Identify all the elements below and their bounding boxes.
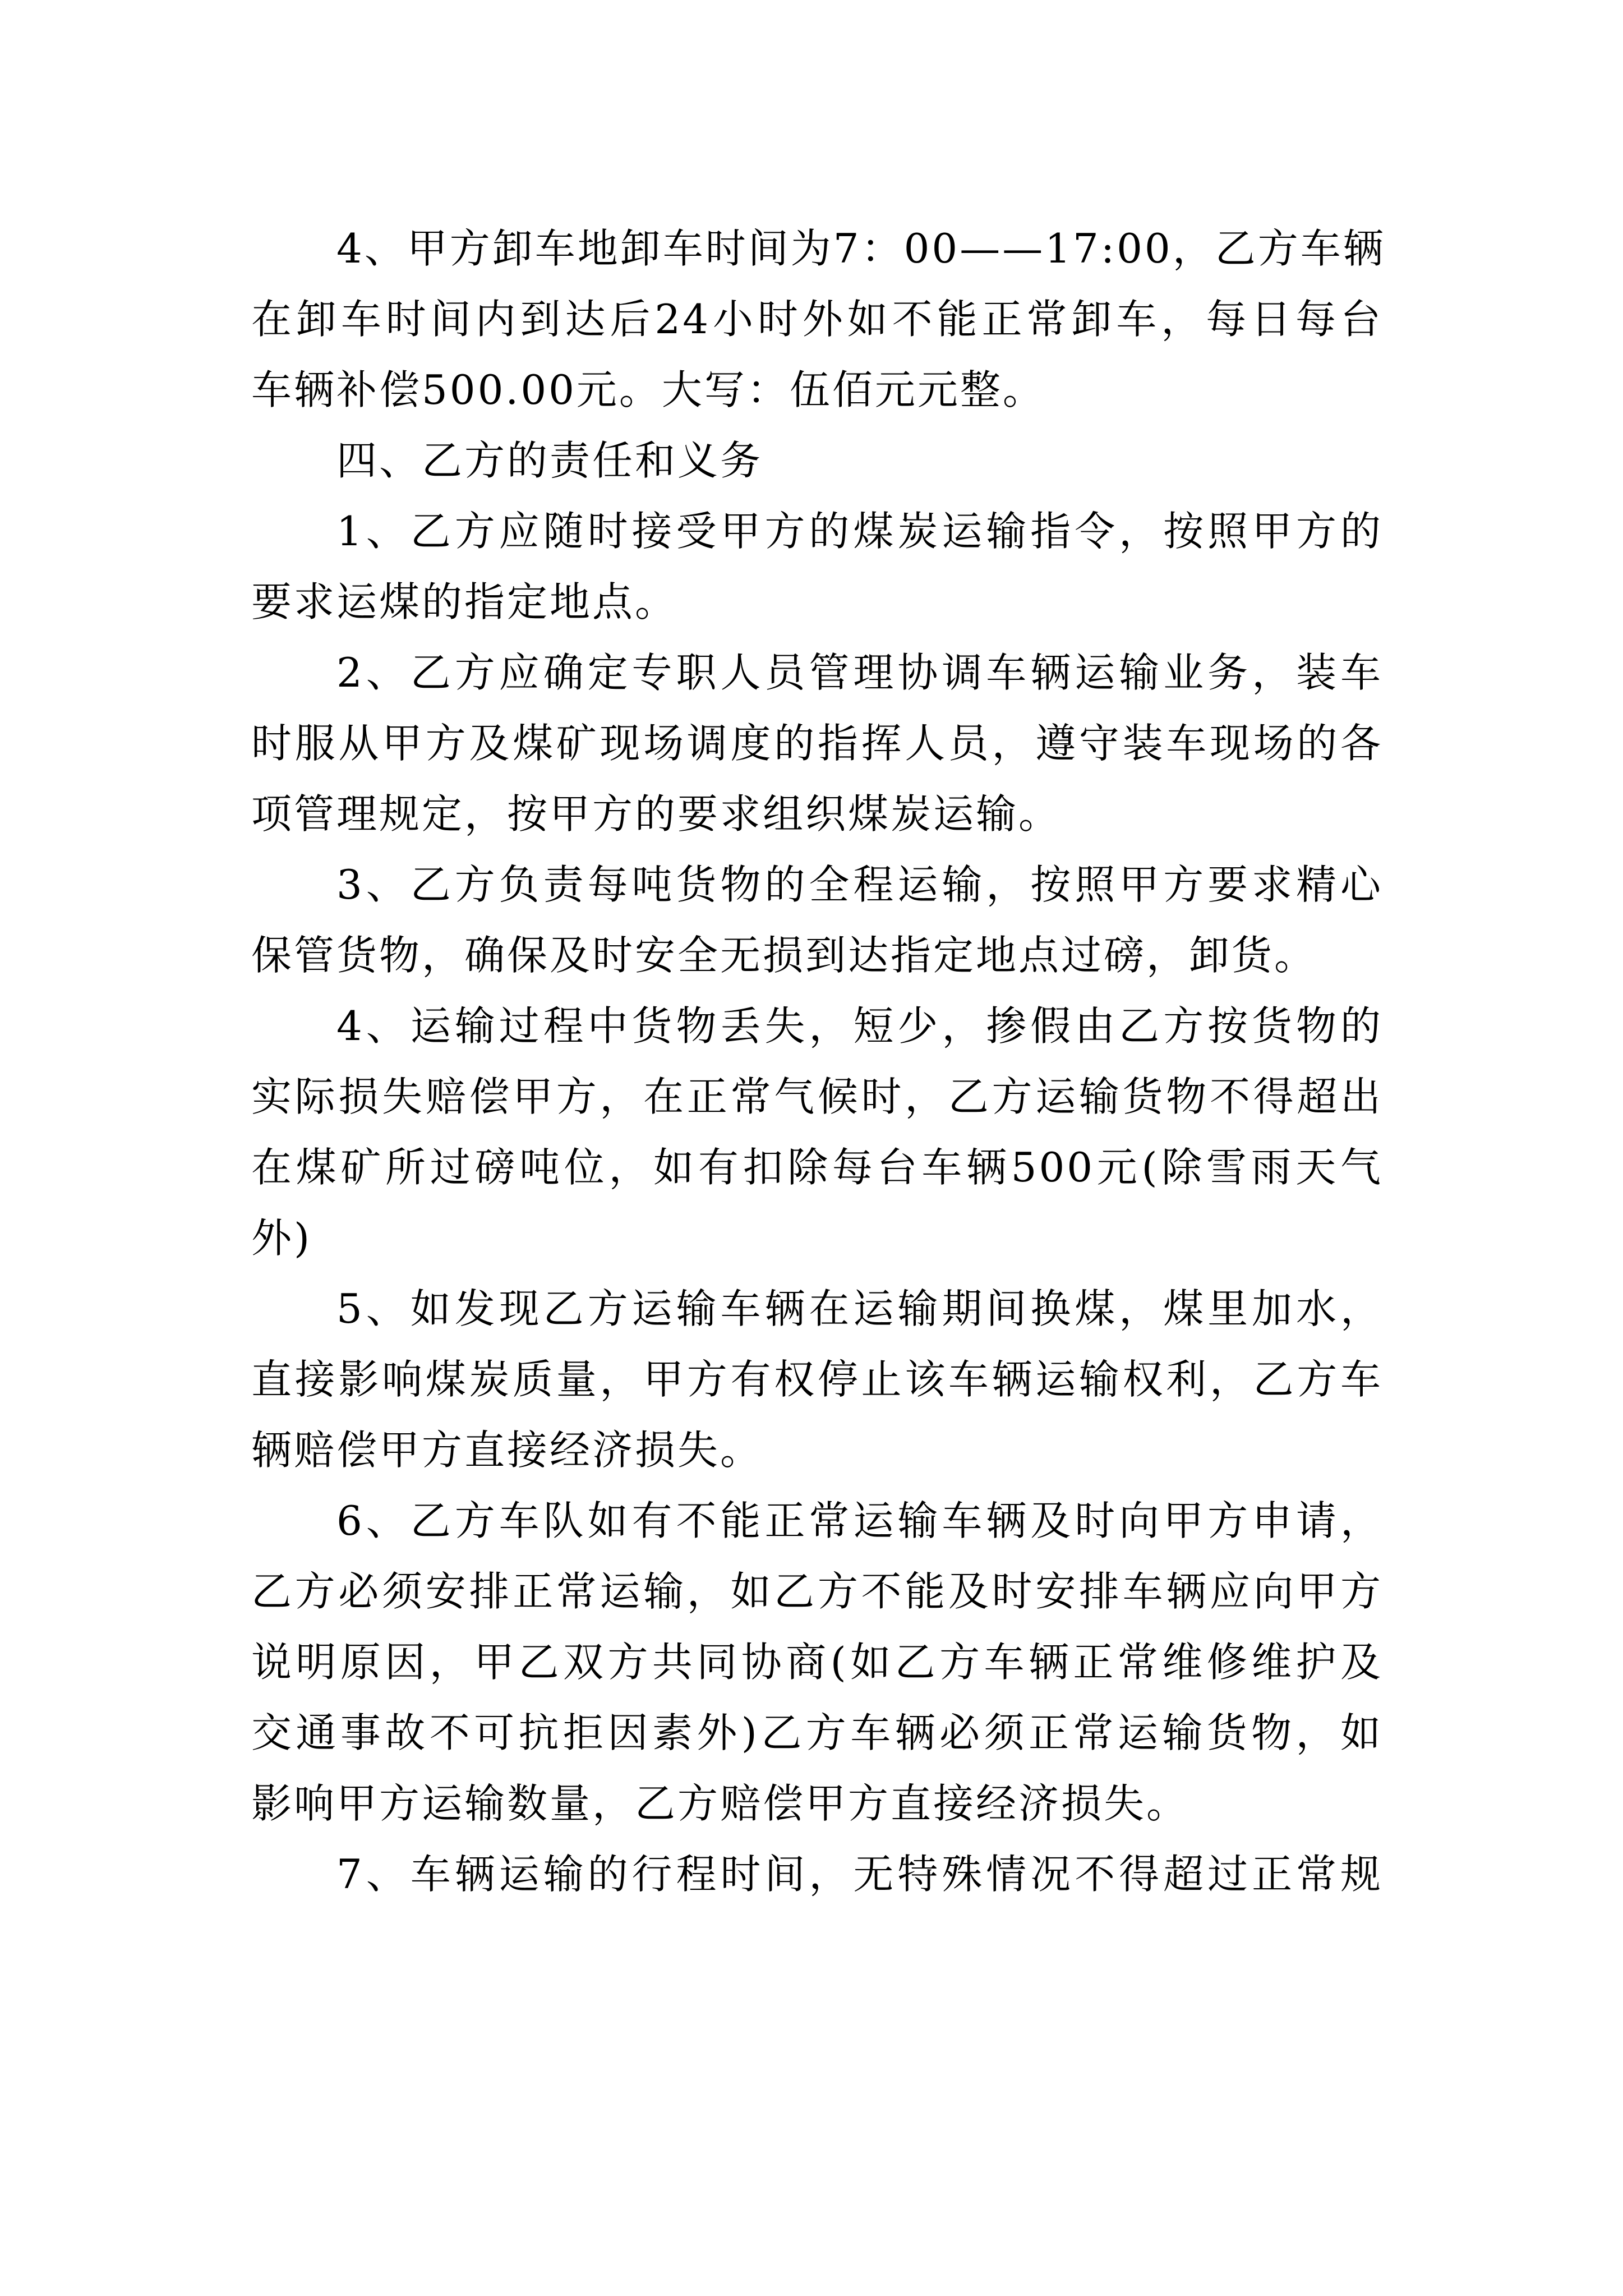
paragraph-unload-time <box>251 213 1386 425</box>
document-body <box>251 213 1386 1910</box>
text-line: 4、运输过程中货物丢失，短少，掺假由乙方按货物的 <box>336 1002 1383 1050</box>
paragraph-item-5 <box>251 1273 1383 1485</box>
text-line: 5、如发现乙方运输车辆在运输期间换煤，煤里加水， <box>336 1285 1383 1332</box>
paragraph-item-3 <box>251 849 1383 991</box>
text-line: 1、乙方应随时接受甲方的煤炭运输指令，按照甲方的 <box>336 508 1383 555</box>
text-line: 实际损失赔偿甲方，在正常气候时，乙方运输货物不得超出 <box>251 1073 1383 1120</box>
text-line: 6、乙方车队如有不能正常运输车辆及时向甲方申请， <box>336 1497 1383 1544</box>
text-line: 在卸车时间内到达后24小时外如不能正常卸车，每日每台 <box>251 296 1383 343</box>
paragraph-item-2 <box>251 637 1383 849</box>
text-line: 时服从甲方及煤矿现场调度的指挥人员，遵守装车现场的各 <box>251 720 1383 767</box>
text-line: 要求运煤的指定地点。 <box>251 578 678 625</box>
paragraph-item-6 <box>251 1485 1383 1839</box>
text-line: 交通事故不可抗拒因素外)乙方车辆必须正常运输货物，如 <box>251 1709 1383 1756</box>
section-heading <box>251 425 1383 496</box>
text-line: 4、甲方卸车地卸车时间为7：00——17:00，乙方车辆 <box>336 225 1386 272</box>
paragraph-item-4 <box>251 991 1383 1273</box>
text-line: 项管理规定，按甲方的要求组织煤炭运输。 <box>251 790 1062 838</box>
text-line: 3、乙方负责每吨货物的全程运输，按照甲方要求精心 <box>336 861 1383 908</box>
text-line: 影响甲方运输数量，乙方赔偿甲方直接经济损失。 <box>251 1780 1189 1827</box>
text-line: 保管货物，确保及时安全无损到达指定地点过磅，卸货。 <box>251 932 1317 979</box>
text-line: 乙方必须安排正常运输，如乙方不能及时安排车辆应向甲方 <box>251 1568 1383 1615</box>
heading-text: 四、乙方的责任和义务 <box>336 437 763 484</box>
paragraph-item-1 <box>251 496 1383 637</box>
text-line: 辆赔偿甲方直接经济损失。 <box>251 1427 763 1474</box>
text-line: 说明原因，甲乙双方共同协商(如乙方车辆正常维修维护及 <box>251 1639 1383 1686</box>
text-line: 车辆补偿500.00元。大写：伍佰元元整。 <box>251 366 1045 413</box>
text-line: 直接影响煤炭质量，甲方有权停止该车辆运输权利，乙方车 <box>251 1356 1383 1403</box>
paragraph-item-7 <box>251 1839 1383 1910</box>
text-line: 外) <box>251 1214 312 1262</box>
text-line: 在煤矿所过磅吨位，如有扣除每台车辆500元(除雪雨天气 <box>251 1144 1383 1191</box>
text-line: 7、车辆运输的行程时间，无特殊情况不得超过正常规 <box>336 1851 1383 1898</box>
text-line: 2、乙方应确定专职人员管理协调车辆运输业务，装车 <box>336 649 1383 696</box>
